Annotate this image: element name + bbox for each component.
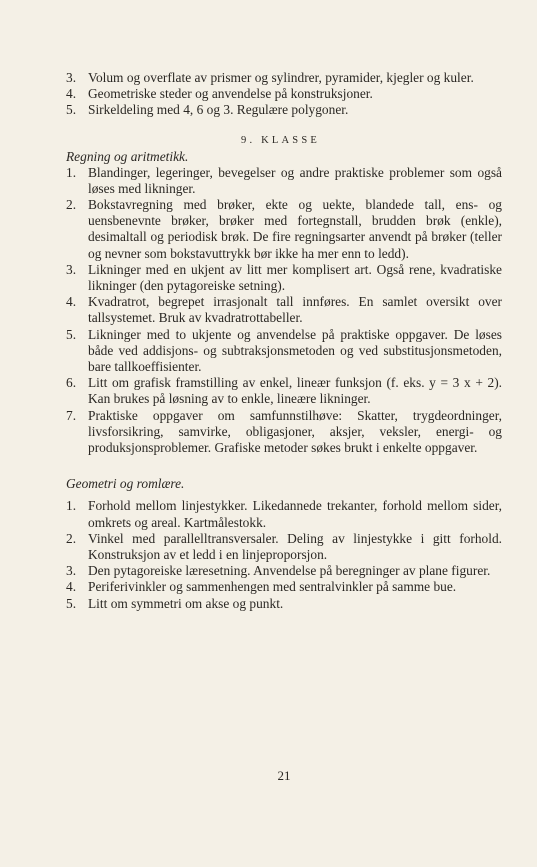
item-text: Geometriske steder og anvendelse på konstruksjoner.: [88, 86, 373, 102]
regning-heading: Regning og aritmetikk.: [66, 148, 189, 164]
list-item: [66, 375, 502, 407]
list-item: [66, 408, 502, 457]
item-number: 2.: [66, 530, 77, 546]
list-item: [66, 294, 502, 326]
item-number: 4.: [66, 86, 77, 102]
item-text: Kvadratrot, begrepet irrasjonalt tall innføres. En samlet oversikt over tallsystemet. Bruk av kvadratrottabeller.: [88, 294, 502, 326]
list-item: [66, 563, 502, 579]
item-text: Den pytagoreiske læresetning. Anvendelse på beregninger av plane figurer.: [88, 563, 491, 579]
item-text: Litt om symmetri om akse og punkt.: [88, 595, 284, 611]
item-number: 1.: [66, 164, 77, 180]
item-number: 3.: [66, 70, 77, 85]
list-item: [66, 102, 502, 118]
list-item: [66, 197, 502, 262]
item-text: Sirkeldeling med 4, 6 og 3. Regulære polygoner.: [88, 102, 349, 118]
list-item: [66, 327, 502, 376]
list-item: [66, 579, 502, 595]
list-item: [66, 165, 502, 197]
item-number: 5.: [66, 102, 77, 118]
list-item: [66, 498, 502, 530]
document-page: [66, 70, 502, 783]
item-text: Forhold mellom linjestykker. Likedannede trekanter, forhold mellom sider, omkrets og areal. Kartmålestokk.: [88, 498, 502, 530]
item-text: Volum og overflate av prismer og sylindrer, pyramider, kjegler og kuler.: [88, 70, 474, 85]
geometri-list: [66, 498, 502, 611]
item-text: Praktiske oppgaver om samfunnstilhøve: Skatter, trygdeordninger, livsforsikring, samvirke, obligasjoner, aksjer, veksler, energi- og produksjonsproblemer. Grafiske metoder søkes brukt i enkelte oppgaver.: [88, 407, 502, 456]
item-number: 3.: [66, 261, 77, 277]
item-text: Blandinger, legeringer, bevegelser og andre praktiske problemer som også løses med likninger.: [88, 164, 502, 196]
item-text: Likninger med en ukjent av litt mer komplisert art. Også rene, kvadratiske likninger (den pytagoreiske setning).: [88, 261, 502, 294]
list-item: [66, 262, 502, 294]
list-item: [66, 86, 502, 102]
item-number: 1.: [66, 498, 77, 514]
item-number: 3.: [66, 563, 77, 579]
item-number: 4.: [66, 579, 77, 595]
page-number: 21: [277, 768, 291, 783]
item-text: Bokstavregning med brøker, ekte og uekte, blandede tall, ens- og uensbenevnte brøker, brøker med fortegnstall, brudden brøk (enkle), desimaltall og periodisk brøk. De fire regningsarter anvendt på brøker (teller og nevner som bokstavuttrykk bør ikke ha mer enn to ledd).: [88, 197, 502, 261]
klasse-heading: 9. KLASSE: [241, 134, 320, 146]
item-number: 5.: [66, 326, 77, 342]
item-number: 6.: [66, 375, 77, 391]
list-item: [66, 531, 502, 563]
item-text: Likninger med to ukjente og anvendelse på praktiske oppgaver. De løses både ved addisjons- og subtraksjonsmetoden og ved substitusjonsmetoden, bare tallkoeffisienter.: [88, 326, 502, 375]
regning-list: [66, 165, 502, 457]
geometri-heading: Geometri og romlære.: [66, 476, 185, 492]
item-text: Litt om grafisk framstilling av enkel, lineær funksjon (f. eks. y = 3 x + 2). Kan brukes på løsning av to enkle, lineære likninger.: [88, 375, 502, 407]
item-number: 2.: [66, 197, 77, 213]
list-item: [66, 70, 502, 86]
item-number: 4.: [66, 294, 77, 310]
top-list: [66, 70, 502, 119]
item-text: Vinkel med parallelltransversaler. Deling av linjestykke i gitt forhold. Konstruksjon av et ledd i en linjeproporsjon.: [88, 530, 502, 563]
item-text: Periferivinkler og sammenhengen med sentralvinkler på samme bue.: [88, 579, 457, 595]
item-number: 7.: [66, 407, 77, 423]
item-number: 5.: [66, 595, 77, 611]
list-item: [66, 596, 502, 612]
section-heading: [66, 133, 502, 165]
